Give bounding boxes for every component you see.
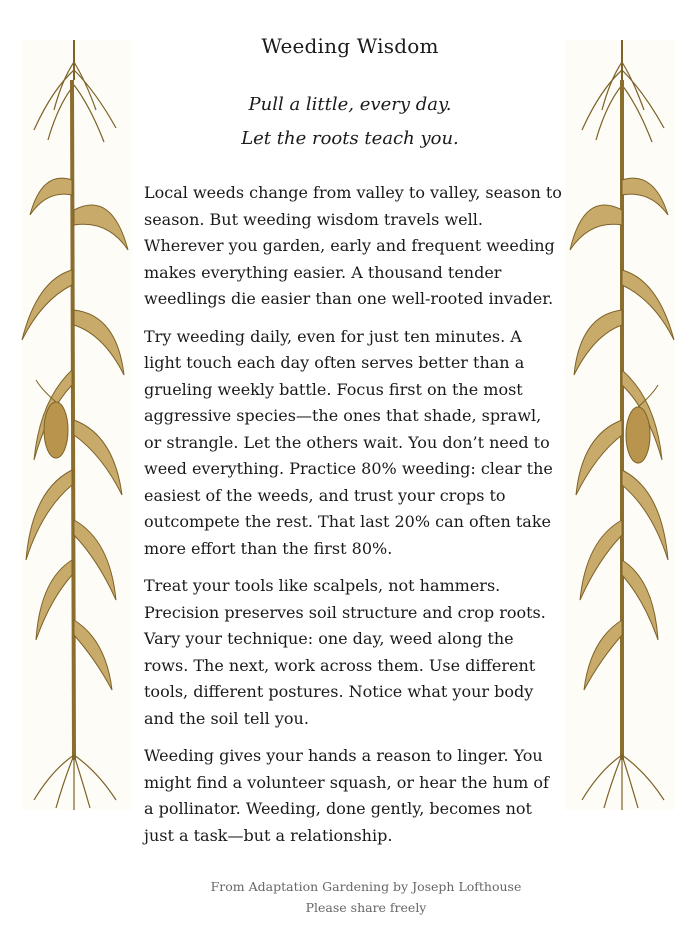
footer-note: Please share freely [305,900,427,915]
footer [0,876,700,918]
paragraph-3: Treat your tools like scalpels, not hammers. Precision preserves soil structure and crop roots. Vary your technique: one day, weed along the rows. The next, work across them. Use different tools, different postures. Notice what your body and the soil tell you. [144,576,546,728]
motto-line-2: Let the roots teach you. [241,128,459,149]
paragraph-2: Try weeding daily, even for just ten minutes. A light touch each day often serves better than a grueling weekly battle. Focus first on the most aggressive species—the ones that shade, sprawl, or strangle. Let the others wait. You don’t need to weed everything. Practice 80% weeding: clear the easiest of the weeds, and trust your crops to outcompete the rest. That last 20% can often take more effort than the first 80%. [144,326,553,558]
motto-line-1: Pull a little, every day. [248,94,452,115]
paragraph-1: Local weeds change from valley to valley, season to season. But weeding wisdom travels well. Wherever you garden, early and frequent weeding makes everything easier. A thousand tender weedlings die easier than one well-rooted invader. [144,183,562,308]
paragraph-4: Weeding gives your hands a reason to linger. You might find a volunteer squash, or hear the hum of a pollinator. Weeding, done gently, becomes not just a task—but a relationship. [144,746,549,845]
motto [0,88,700,156]
body-text [144,180,562,860]
page-title: Weeding Wisdom [261,34,439,58]
footer-source: From Adaptation Gardening by Joseph Lofthouse [210,879,522,894]
